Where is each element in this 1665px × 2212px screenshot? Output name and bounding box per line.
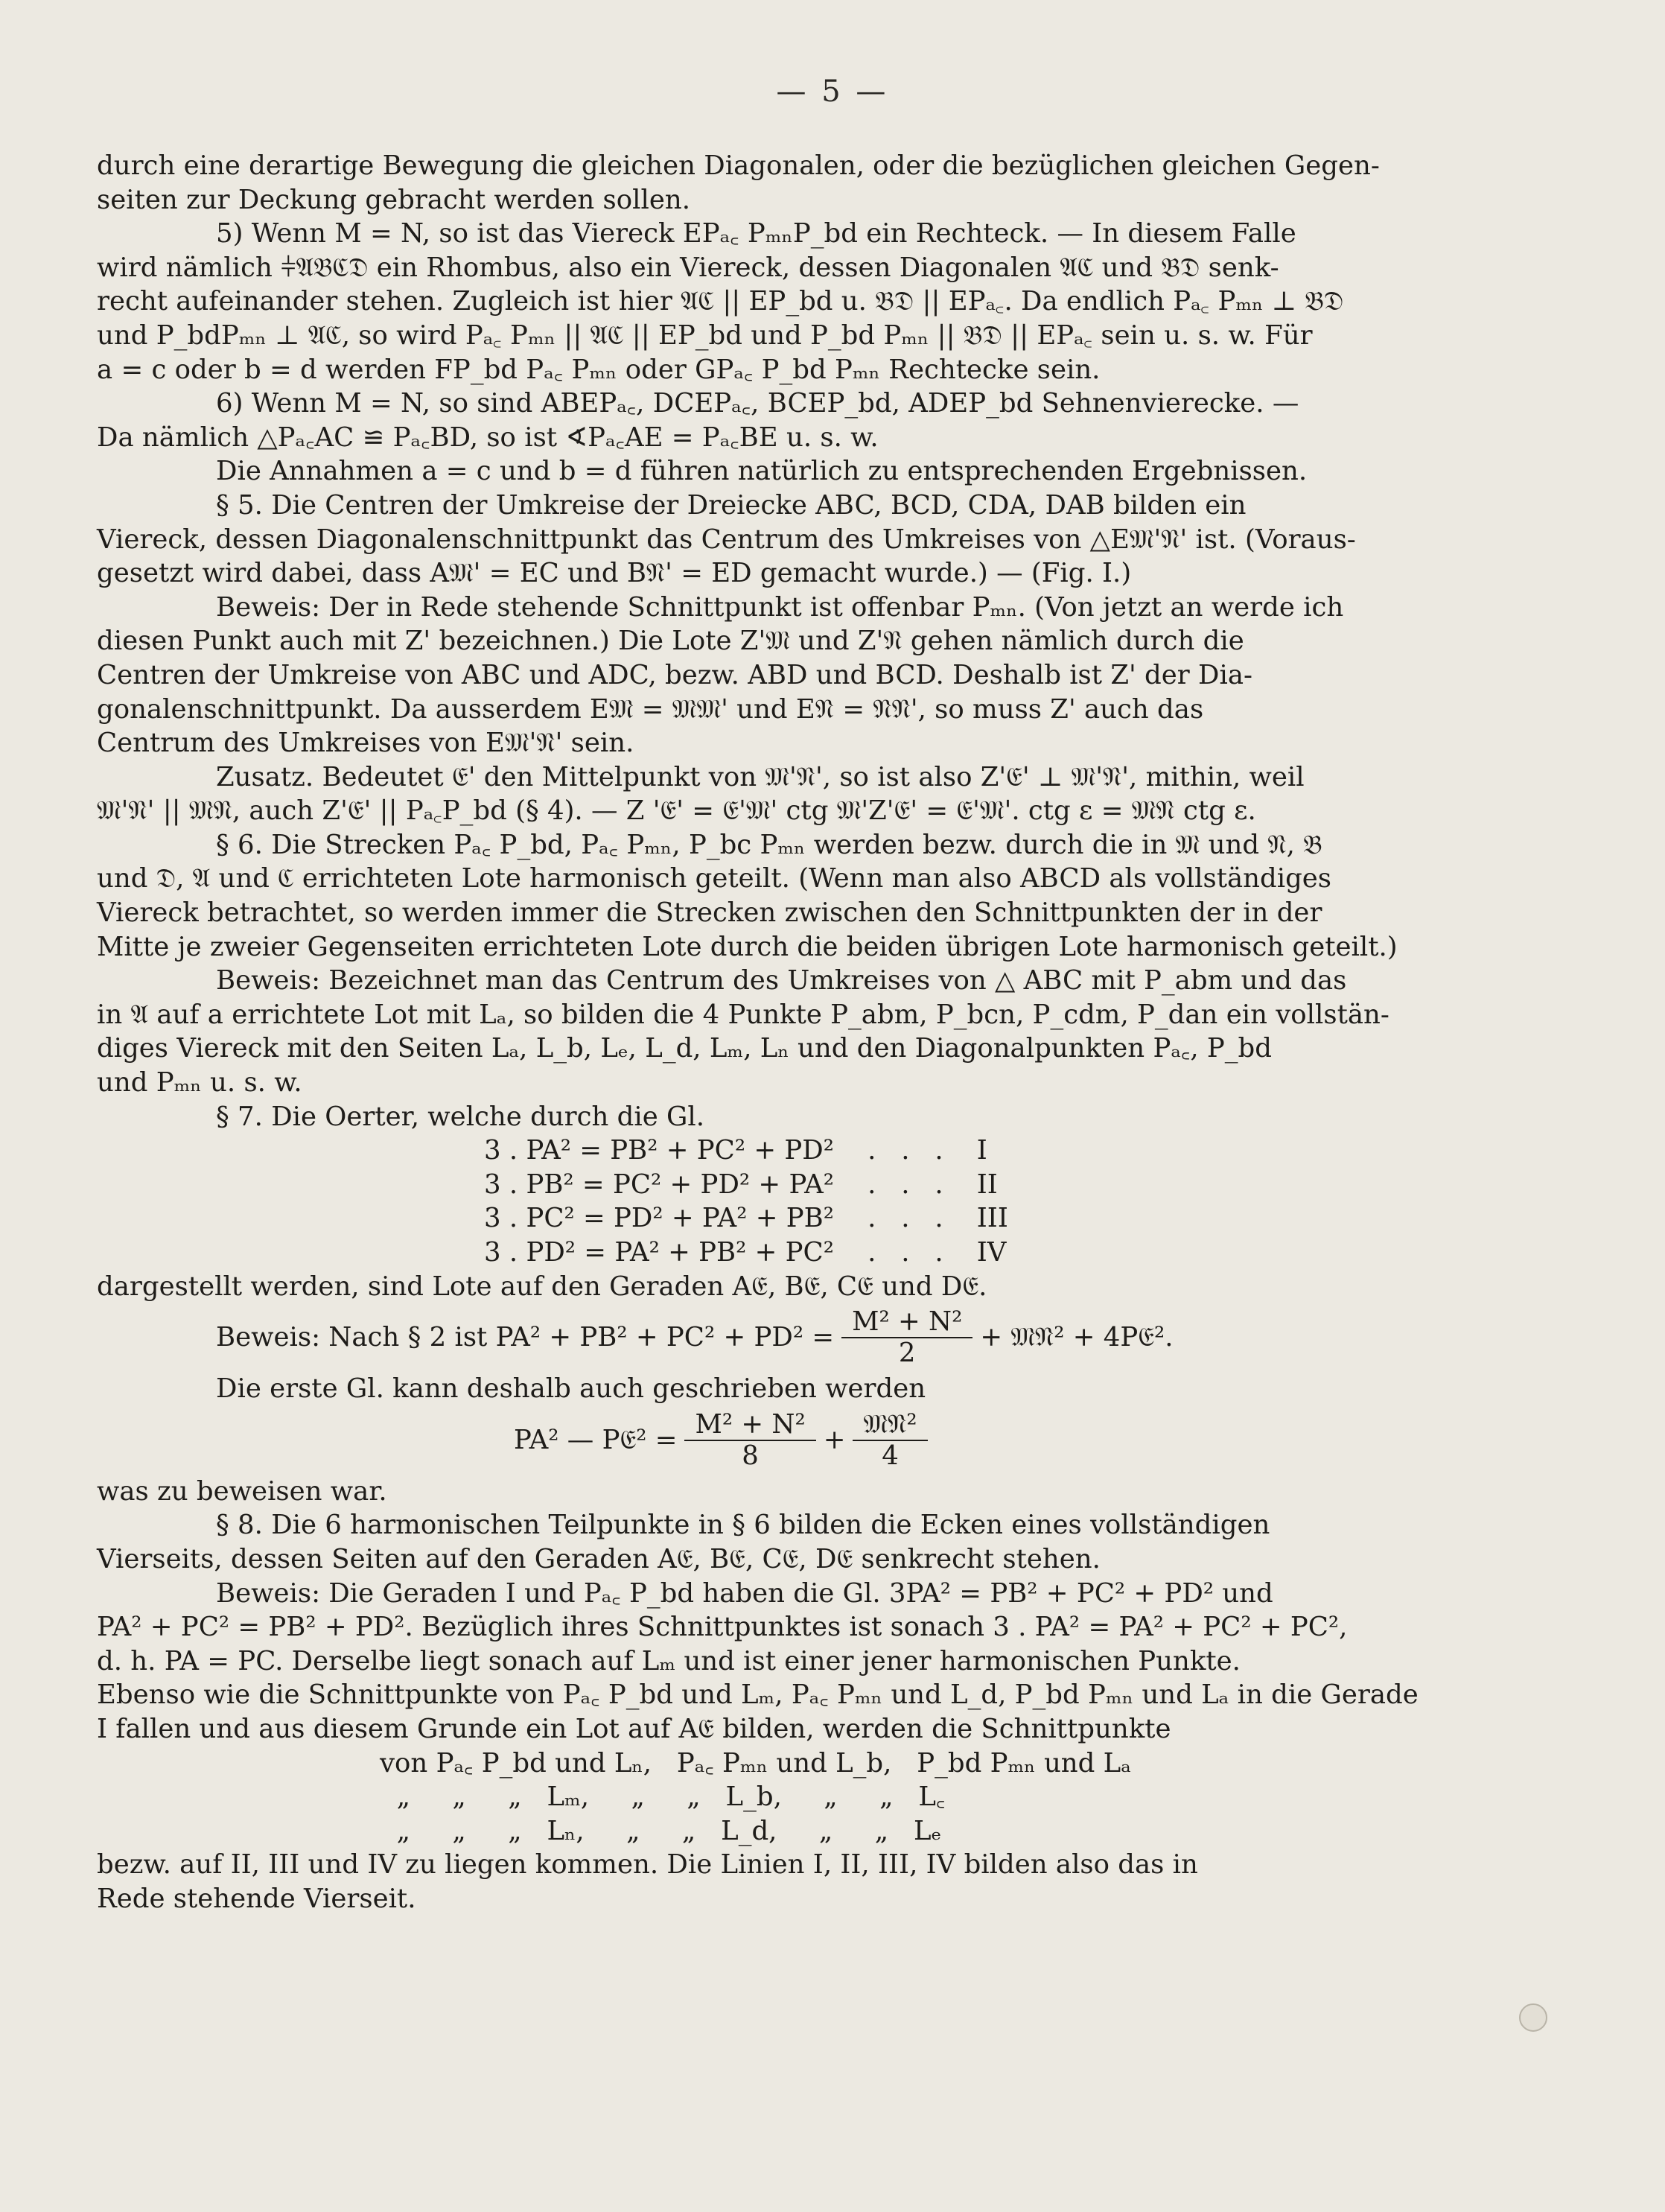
section-heading-line: § 7. Die Oerter, welche durch die Gl. bbox=[216, 1101, 705, 1132]
table-line: von Pₐ꜀ P_bd und Lₙ, Pₐ꜀ Pₘₙ und L_b, P_bd Pₘₙ und Lₐ bbox=[380, 1747, 1131, 1779]
fraction bbox=[841, 1307, 972, 1368]
body-text bbox=[97, 149, 1467, 1916]
text-line: d. h. PA = PC. Derselbe liegt sonach auf Lₘ und ist einer jener harmonischen Punkte. bbox=[97, 1645, 1241, 1677]
fraction bbox=[684, 1410, 815, 1471]
text-line: diesen Punkt auch mit Z' bezeichnen.) Die Lote Z'𝔐 und Z'𝔑 gehen nämlich durch die bbox=[97, 626, 1244, 657]
text-line: Da nämlich △Pₐ꜀AC ≌ Pₐ꜀BD, so ist ∢Pₐ꜀AE = Pₐ꜀BE u. s. w. bbox=[97, 422, 879, 453]
text-line: Viereck, dessen Diagonalenschnittpunkt das Centrum des Umkreises von △E𝔐'𝔑' ist. (Voraus- bbox=[97, 524, 1356, 555]
equation-line: 3 . PD² = PA² + PB² + PC² . . . IV bbox=[484, 1237, 1007, 1268]
text-line: und P_bdPₘₙ ⊥ 𝔄ℭ, so wird Pₐ꜀ Pₘₙ || 𝔄ℭ || EP_bd und P_bd Pₘₙ || 𝔅𝔇 || EPₐ꜀ sein u. s. w. Für bbox=[97, 320, 1313, 351]
text-line: was zu beweisen war. bbox=[97, 1475, 387, 1507]
text-line: Beweis: Der in Rede stehende Schnittpunkt ist offenbar Pₘₙ. (Von jetzt an werde ich bbox=[216, 591, 1344, 623]
equation-text: + 𝔐𝔑² + 4P𝔈². bbox=[980, 1322, 1174, 1353]
text-line: in 𝔄 auf a errichtete Lot mit Lₐ, so bilden die 4 Punkte P_abm, P_bcn, P_cdm, P_dan ein vollstän- bbox=[97, 999, 1389, 1030]
text-line: 6) Wenn M = N, so sind ABEPₐ꜀, DCEPₐ꜀, BCEP_bd, ADEP_bd Sehnenvierecke. — bbox=[216, 388, 1299, 419]
text-line: gonalenschnittpunkt. Da ausserdem E𝔐 = 𝔐𝔐' und E𝔑 = 𝔑𝔑', so muss Z' auch das bbox=[97, 693, 1204, 725]
table-line: „ „ „ Lₘ, „ „ L_b, „ „ L꜀ bbox=[380, 1782, 946, 1813]
equation-text: PA² — P𝔈² = bbox=[514, 1424, 678, 1455]
table-line: „ „ „ Lₙ, „ „ L_d, „ „ Lₑ bbox=[380, 1815, 942, 1846]
fraction-numerator: 𝔐𝔑² bbox=[853, 1410, 927, 1441]
text-line: Rede stehende Vierseit. bbox=[97, 1883, 416, 1914]
fraction-denominator: 8 bbox=[742, 1440, 759, 1471]
section-heading-line: § 6. Die Strecken Pₐ꜀ P_bd, Pₐ꜀ Pₘₙ, P_bc Pₘₙ werden bezw. durch die in 𝔐 und 𝔑, 𝔅 bbox=[216, 829, 1322, 860]
equation-line: 3 . PC² = PD² + PA² + PB² . . . III bbox=[484, 1203, 1008, 1234]
text-line: 𝔐'𝔑' || 𝔐𝔑, auch Z'𝔈' || Pₐ꜀P_bd (§ 4). — Z '𝔈' = 𝔈'𝔐' ctg 𝔐'Z'𝔈' = 𝔈'𝔐'. ctg ε = 𝔐𝔑 ctg ε. bbox=[97, 795, 1256, 827]
section-heading-line: § 8. Die 6 harmonischen Teilpunkte in § 6 bilden die Ecken eines vollständigen bbox=[216, 1510, 1270, 1541]
text-line: diges Viereck mit den Seiten Lₐ, L_b, Lₑ, L_d, Lₘ, Lₙ und den Diagonalpunkten Pₐ꜀, P_bd bbox=[97, 1033, 1272, 1064]
text-line: Die erste Gl. kann deshalb auch geschrieben werden bbox=[216, 1373, 926, 1405]
text-line: PA² + PC² = PB² + PD². Bezüglich ihres Schnittpunktes ist sonach 3 . PA² = PA² + PC² + PC², bbox=[97, 1612, 1348, 1643]
equation-text: Beweis: Nach § 2 ist PA² + PB² + PC² + PD² = bbox=[216, 1322, 835, 1353]
text-line: gesetzt wird dabei, dass A𝔐' = EC und B𝔑' = ED gemacht wurde.) — (Fig. I.) bbox=[97, 558, 1132, 589]
text-line: I fallen und aus diesem Grunde ein Lot auf A𝔈 bilden, werden die Schnittpunkte bbox=[97, 1713, 1171, 1744]
text-line: dargestellt werden, sind Lote auf den Geraden A𝔈, B𝔈, C𝔈 und D𝔈. bbox=[97, 1271, 987, 1302]
text-line: durch eine derartige Bewegung die gleichen Diagonalen, oder die bezüglichen gleichen Gegen- bbox=[97, 150, 1380, 181]
text-line: 5) Wenn M = N, so ist das Viereck EPₐ꜀ PₘₙP_bd ein Rechteck. — In diesem Falle bbox=[216, 218, 1296, 250]
text-line: recht aufeinander stehen. Zugleich ist hier 𝔄ℭ || EP_bd u. 𝔅𝔇 || EPₐ꜀. Da endlich Pₐ꜀ Pₘₙ ⊥ 𝔅𝔇 bbox=[97, 286, 1344, 317]
fraction bbox=[853, 1410, 927, 1471]
page-number: — 5 — bbox=[776, 74, 889, 109]
text-line: seiten zur Deckung gebracht werden sollen. bbox=[97, 184, 691, 215]
text-line: Zusatz. Bedeutet 𝔈' den Mittelpunkt von 𝔐'𝔑', so ist also Z'𝔈' ⊥ 𝔐'𝔑', mithin, weil bbox=[216, 761, 1305, 792]
fraction-numerator: M² + N² bbox=[841, 1307, 972, 1338]
equation-line: 3 . PB² = PC² + PD² + PA² . . . II bbox=[484, 1169, 998, 1200]
fraction-denominator: 2 bbox=[898, 1338, 916, 1369]
fraction-numerator: M² + N² bbox=[684, 1410, 815, 1441]
text-line: Centren der Umkreise von ABC und ADC, bezw. ABD und BCD. Deshalb ist Z' der Dia- bbox=[97, 659, 1252, 690]
text-line: wird nämlich ⫩𝔄𝔅ℭ𝔇 ein Rhombus, also ein Viereck, dessen Diagonalen 𝔄ℭ und 𝔅𝔇 senk- bbox=[97, 252, 1279, 283]
text-line: und 𝔇, 𝔄 und ℭ errichteten Lote harmonisch geteilt. (Wenn man also ABCD als vollständiges bbox=[97, 863, 1332, 894]
text-line: Mitte je zweier Gegenseiten errichteten Lote durch die beiden übrigen Lote harmonisch geteilt.) bbox=[97, 931, 1398, 962]
text-line: Die Annahmen a = c und b = d führen natürlich zu entsprechenden Ergebnissen. bbox=[216, 456, 1308, 487]
text-line: Beweis: Die Geraden I und Pₐ꜀ P_bd haben die Gl. 3PA² = PB² + PC² + PD² und bbox=[216, 1577, 1273, 1609]
text-line: Beweis: Bezeichnet man das Centrum des Umkreises von △ ABC mit P_abm und das bbox=[216, 965, 1347, 997]
fraction-denominator: 4 bbox=[882, 1440, 899, 1471]
text-line: a = c oder b = d werden FP_bd Pₐ꜀ Pₘₙ oder GPₐ꜀ P_bd Pₘₙ Rechtecke sein. bbox=[97, 354, 1101, 385]
text-line: und Pₘₙ u. s. w. bbox=[97, 1067, 302, 1099]
text-line: Viereck betrachtet, so werden immer die Strecken zwischen den Schnittpunkten der in der bbox=[97, 897, 1322, 929]
text-line: Ebenso wie die Schnittpunkte von Pₐ꜀ P_bd und Lₘ, Pₐ꜀ Pₘₙ und L_d, P_bd Pₘₙ und Lₐ in die Gerade bbox=[97, 1679, 1419, 1711]
equation-line bbox=[97, 1406, 1467, 1475]
text-line: bezw. auf II, III und IV zu liegen kommen. Die Linien I, II, III, IV bilden also das in bbox=[97, 1849, 1198, 1881]
text-line: Vierseits, dessen Seiten auf den Geraden A𝔈, B𝔈, C𝔈, D𝔈 senkrecht stehen. bbox=[97, 1543, 1101, 1574]
text-line: Centrum des Umkreises von E𝔐'𝔑' sein. bbox=[97, 728, 634, 759]
scan-hole-mark bbox=[1519, 2003, 1547, 2032]
section-heading-line: § 5. Die Centren der Umkreise der Dreiecke ABC, BCD, CDA, DAB bilden ein bbox=[216, 489, 1247, 521]
equation-line: 3 . PA² = PB² + PC² + PD² . . . I bbox=[484, 1135, 987, 1166]
equation-text: + bbox=[823, 1424, 846, 1455]
equation-line bbox=[97, 1303, 1467, 1372]
